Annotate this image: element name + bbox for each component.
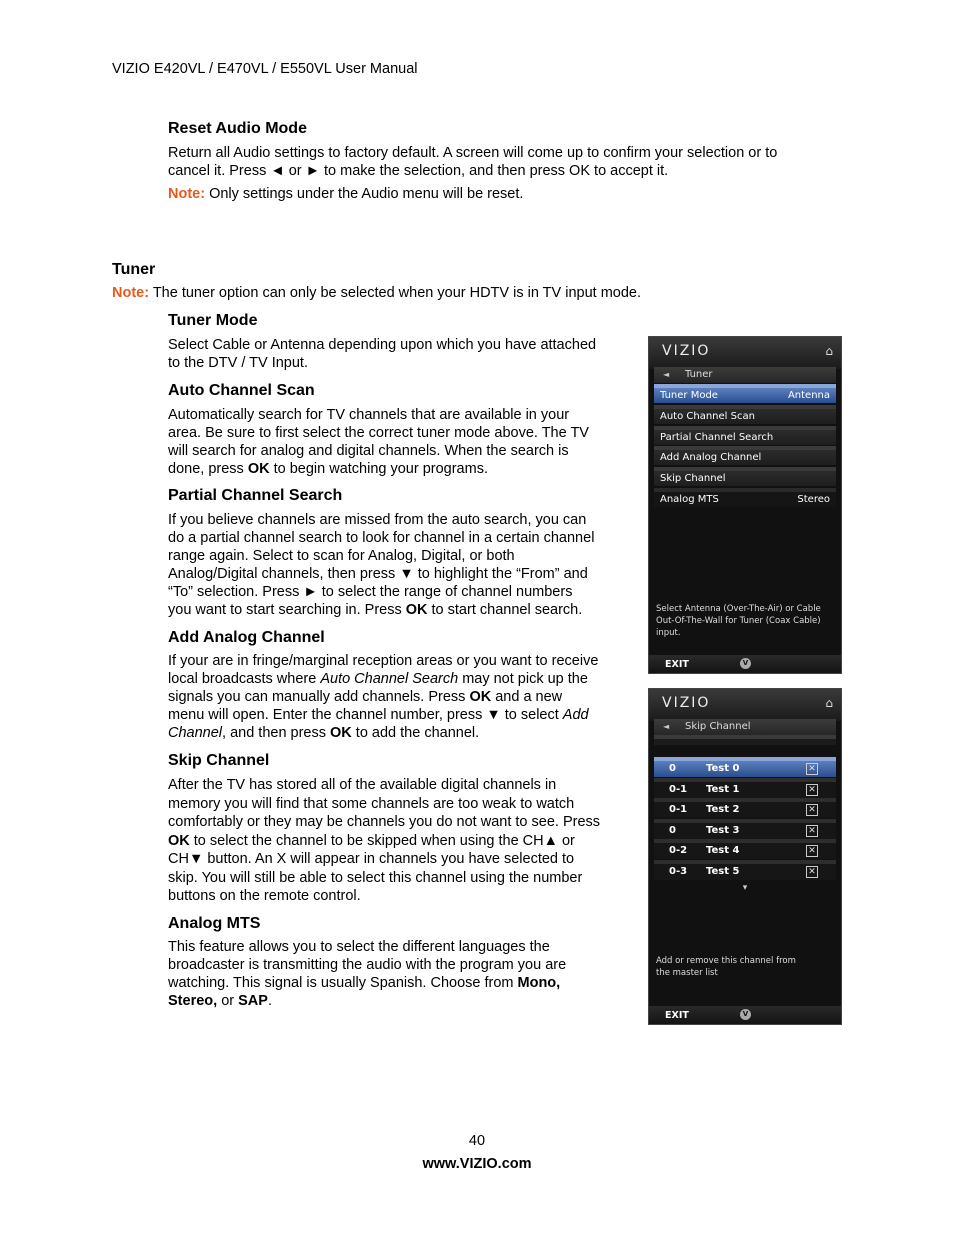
footer-url: www.VIZIO.com	[422, 1156, 532, 1172]
tv-breadcrumb: ◄ Tuner	[654, 367, 836, 383]
tv-menu-item-add-analog: Add Analog Channel	[654, 446, 836, 465]
home-icon: ⌂	[825, 344, 833, 358]
back-arrow-icon: ◄	[663, 722, 670, 731]
skip-channel-title: Skip Channel	[168, 752, 270, 769]
tuner-title: Tuner	[112, 261, 156, 278]
tv-divider	[654, 735, 836, 745]
channel-row: 0 Test 3 ✕	[654, 819, 836, 839]
v-button-icon: V	[740, 658, 751, 669]
checkbox-x-icon: ✕	[806, 866, 818, 878]
add-analog-title: Add Analog Channel	[168, 629, 325, 646]
tv-menu-item-partial-search: Partial Channel Search	[654, 426, 836, 445]
checkbox-x-icon: ✕	[806, 763, 818, 775]
tv-menu-item-analog-mts: Analog MTS Stereo	[654, 488, 836, 507]
vizio-logo: VIZIO	[662, 695, 711, 711]
skip-channel-screenshot	[648, 688, 842, 1025]
checkbox-x-icon: ✕	[806, 825, 818, 837]
reset-audio-note: Note: Only settings under the Audio menu will be reset.	[168, 186, 524, 202]
channel-row: 0 Test 0 ✕	[654, 757, 836, 777]
channel-row: 0-1 Test 2 ✕	[654, 798, 836, 818]
tuner-menu-screenshot	[648, 336, 842, 674]
add-analog-text: If your are in fringe/marginal reception areas or you want to receive local broadcasts where Auto Channel Search may not pick up the signals you can manually add channels. Press OK and a new menu will open. Enter the channel number, press ▼ to select Add Channel, and then press OK to add the channel.	[168, 653, 599, 741]
tv-menu-item-skip-channel: Skip Channel	[654, 467, 836, 486]
manual-header: VIZIO E420VL / E470VL / E550VL User Manual	[112, 61, 418, 77]
tv-exit-label: EXIT	[665, 1010, 689, 1021]
partial-scan-text: If you believe channels are missed from the auto search, you can do a partial channel search to look for channel in a certain channel range again. Select to scan for Analog, Digital, or both Analog/Digital channels, then press ▼ to highlight the “From” and “To” selection. Press ► to select the range of channel numbers you want to start searching in. Press OK to start channel search.	[168, 512, 595, 618]
reset-audio-title: Reset Audio Mode	[168, 120, 307, 137]
checkbox-x-icon: ✕	[806, 804, 818, 816]
tv-breadcrumb: ◄ Skip Channel	[654, 719, 836, 735]
v-button-icon: V	[740, 1009, 751, 1020]
tv-title-bar	[649, 337, 841, 369]
tv-title-bar	[649, 689, 841, 721]
tuner-mode-text: Select Cable or Antenna depending upon which you have attached to the DTV / TV Input.	[168, 337, 597, 371]
checkbox-x-icon: ✕	[806, 784, 818, 796]
tv-menu-item-tuner-mode: Tuner Mode Antenna	[654, 384, 836, 403]
analog-mts-title: Analog MTS	[168, 915, 261, 932]
auto-scan-title: Auto Channel Scan	[168, 382, 315, 399]
channel-row: 0-3 Test 5 ✕	[654, 860, 836, 880]
home-icon: ⌂	[825, 696, 833, 710]
checkbox-x-icon: ✕	[806, 845, 818, 857]
tuner-note: Note: The tuner option can only be selected when your HDTV is in TV input mode.	[112, 285, 641, 301]
scroll-down-icon: ▾	[742, 883, 748, 893]
channel-row: 0-1 Test 1 ✕	[654, 778, 836, 798]
page-number: 40	[468, 1133, 486, 1149]
auto-scan-text: Automatically search for TV channels that are available in your area. Be sure to first select the correct tuner mode above. The TV will search for analog and digital channels. When the search is done, press OK to begin watching your programs.	[168, 407, 589, 477]
tv-exit-label: EXIT	[665, 659, 689, 670]
back-arrow-icon: ◄	[663, 370, 670, 379]
vizio-logo: VIZIO	[662, 343, 711, 359]
tv-menu-item-auto-scan: Auto Channel Scan	[654, 405, 836, 424]
tv-help-text: Add or remove this channel from the master list	[656, 956, 796, 978]
tv-help-text: Select Antenna (Over-The-Air) or Cable Out-Of-The-Wall for Tuner (Coax Cable) input.	[656, 604, 821, 638]
skip-channel-text: After the TV has stored all of the available digital channels in memory you will find that some channels are too weak to watch comfortably or they may be channels you do not want to see. Press OK to select the channel to be skipped when using the CH▲ or CH▼ button. An X will appear in channels you have selected to skip. You will still be able to select this channel using the number buttons on the remote control.	[168, 777, 601, 904]
partial-scan-title: Partial Channel Search	[168, 487, 343, 504]
tv-footer-bar	[649, 655, 841, 674]
reset-audio-text: Return all Audio settings to factory default. A screen will come up to confirm your selection or to cancel it. Press ◄ or ► to make the selection, and then press OK to accept it.	[168, 145, 778, 179]
channel-row: 0-2 Test 4 ✕	[654, 839, 836, 859]
tv-footer-bar	[649, 1006, 841, 1025]
tuner-mode-title: Tuner Mode	[168, 312, 258, 329]
analog-mts-text: This feature allows you to select the different languages the broadcaster is transmitting the audio with the program you are watching. This signal is usually Spanish. Choose from Mono, Stereo, or SAP.	[168, 939, 567, 1009]
